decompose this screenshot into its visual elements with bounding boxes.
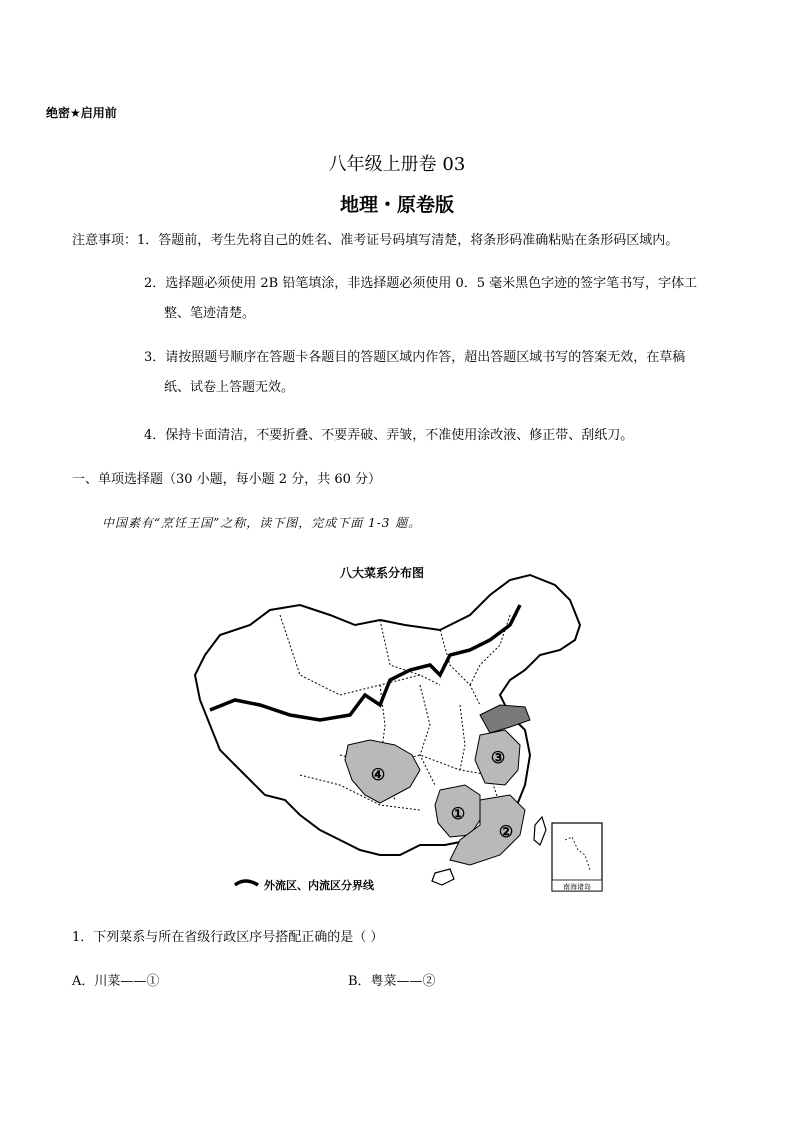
question-1-stem: 1．下列菜系与所在省级行政区序号搭配正确的是（ ） [72,930,384,945]
notice-item-4: 4．保持卡面清洁，不要折叠、不要弄破、弄皱，不准使用涂改液、修正带、刮纸刀。 [144,428,634,443]
map-title: 八大菜系分布图 [340,566,425,580]
question-intro: 中国素有“烹饪王国”之称，读下图，完成下面 1-3 题。 [102,516,422,530]
notice-item-2-line2: 整、笔迹清楚。 [164,306,256,321]
notice-item-2-line1: 2．选择题必须使用 2B 铅笔填涂，非选择题必须使用 0．5 毫米黑色字迹的签字笔书写，字体工 [144,276,698,291]
marker-1: ① [450,804,466,823]
china-cuisine-map [180,555,610,900]
notice-item-1: 注意事项：1．答题前，考生先将自己的姓名、准考证号码填写清楚，将条形码准确粘贴在条形码区域内。 [72,233,679,248]
marker-3: ③ [490,748,506,767]
marker-4: ④ [370,765,386,784]
notice-item-2 [144,269,734,329]
hainan-island [432,869,454,885]
legend-label: 外流区、内流区分界线 [264,879,374,892]
legend-line-icon [235,881,258,885]
taiwan-island [534,817,546,845]
notice-item-3 [144,343,734,403]
exam-subtitle: 地理・原卷版 [339,194,454,216]
notice-item-3-line2: 纸、试卷上答题无效。 [164,380,295,395]
question-1-option-b: B．粤菜——② [348,974,436,989]
secret-label: 绝密★启用前 [46,106,117,120]
exam-title: 八年级上册卷 03 [328,154,466,175]
question-1-option-a: A．川菜——① [72,974,160,989]
section-heading: 一、单项选择题（30 小题，每小题 2 分，共 60 分） [72,472,382,487]
inset-label: 南海诸岛 [563,883,591,891]
marker-2: ② [498,822,514,841]
notice-item-3-line1: 3．请按照题号顺序在答题卡各题目的答题区域内作答，超出答题区域书写的答案无效，在草稿 [144,350,686,365]
